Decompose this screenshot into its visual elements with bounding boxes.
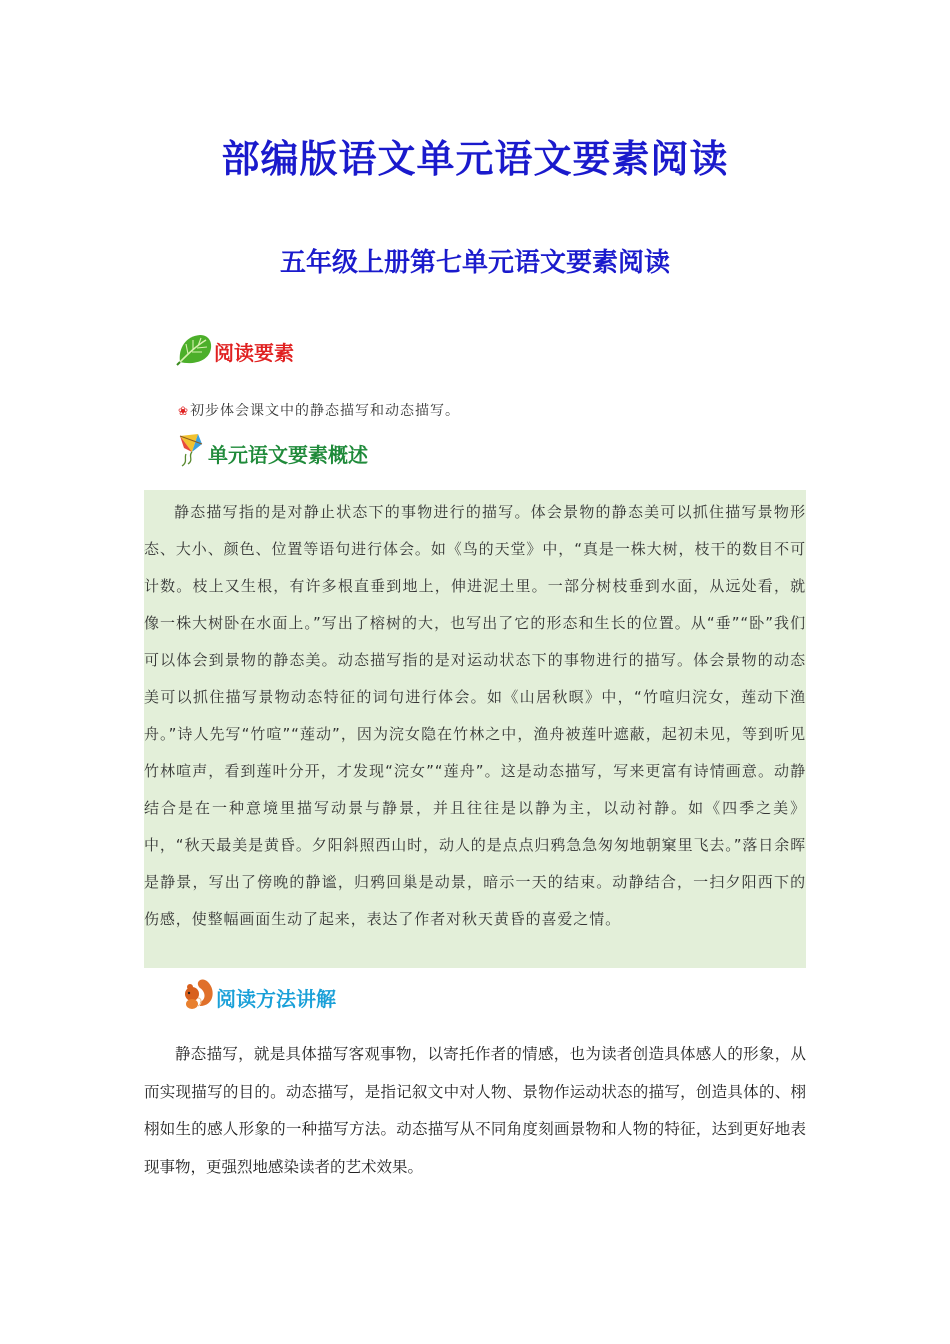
- reading-element-text: 初步体会课文中的静态描写和动态描写。: [190, 403, 461, 419]
- method-paragraph: 静态描写，就是具体描写客观事物，以寄托作者的情感，也为读者创造具体感人的形象，从而实现描写的目的。动态描写，是指记叙文中对人物、景物作运动状态的描写，创造具体的、栩栩如生的感人形象的一种描写方法。动态描写从不同角度刻画景物和人物的特征，达到更好地表现事物，更强烈地感染读者的艺术效果。: [144, 1045, 806, 1176]
- main-title: 部编版语文单元语文要素阅读: [221, 137, 729, 181]
- section-overview-title: 单元语文要素概述: [208, 443, 368, 467]
- leaf-icon: [176, 332, 214, 366]
- section-overview-heading: [176, 432, 368, 468]
- method-body: [144, 1036, 806, 1186]
- squirrel-icon: [180, 976, 216, 1012]
- sub-title: 五年级上册第七单元语文要素阅读: [279, 248, 670, 278]
- section-reading-elements-heading: [176, 332, 294, 366]
- reading-element-item: [178, 400, 460, 420]
- section-reading-elements-title: 阅读要素: [214, 341, 294, 365]
- section-method-title: 阅读方法讲解: [216, 987, 336, 1011]
- kite-icon: [176, 432, 208, 468]
- section-method-heading: [180, 976, 336, 1012]
- flower-icon: ❀: [178, 404, 190, 418]
- overview-box: [144, 490, 806, 968]
- overview-paragraph: 静态描写指的是对静止状态下的事物进行的描写。体会景物的静态美可以抓住描写景物形态、大小、颜色、位置等语句进行体会。如《鸟的天堂》中，“真是一株大树，枝干的数目不可计数。枝上又生根，有许多根直垂到地上，伸进泥土里。一部分树枝垂到水面，从远处看，就像一株大树卧在水面上。”写出了榕树的大，也写出了它的形态和生长的位置。从“垂”“卧”我们可以体会到景物的静态美。动态描写指的是对运动状态下的事物进行的描写。体会景物的动态美可以抓住描写景物动态特征的词句进行体会。如《山居秋暝》中，“竹喧归浣女，莲动下渔舟。”诗人先写“竹喧”“莲动”，因为浣女隐在竹林之中，渔舟被莲叶遮蔽，起初未见，等到听见竹林喧声，看到莲叶分开，才发现“浣女”“莲舟”。这是动态描写，写来更富有诗情画意。动静结合是在一种意境里描写动景与静景，并且往往是以静为主，以动衬静。如《四季之美》中，“秋天最美是黄昏。夕阳斜照西山时，动人的是点点归鸦急急匆匆地朝窠里飞去。”落日余晖是静景，写出了傍晚的静谧，归鸦回巢是动景，暗示一天的结束。动静结合，一扫夕阳西下的伤感，使整幅画面生动了起来，表达了作者对秋天黄昏的喜爱之情。: [144, 503, 806, 928]
